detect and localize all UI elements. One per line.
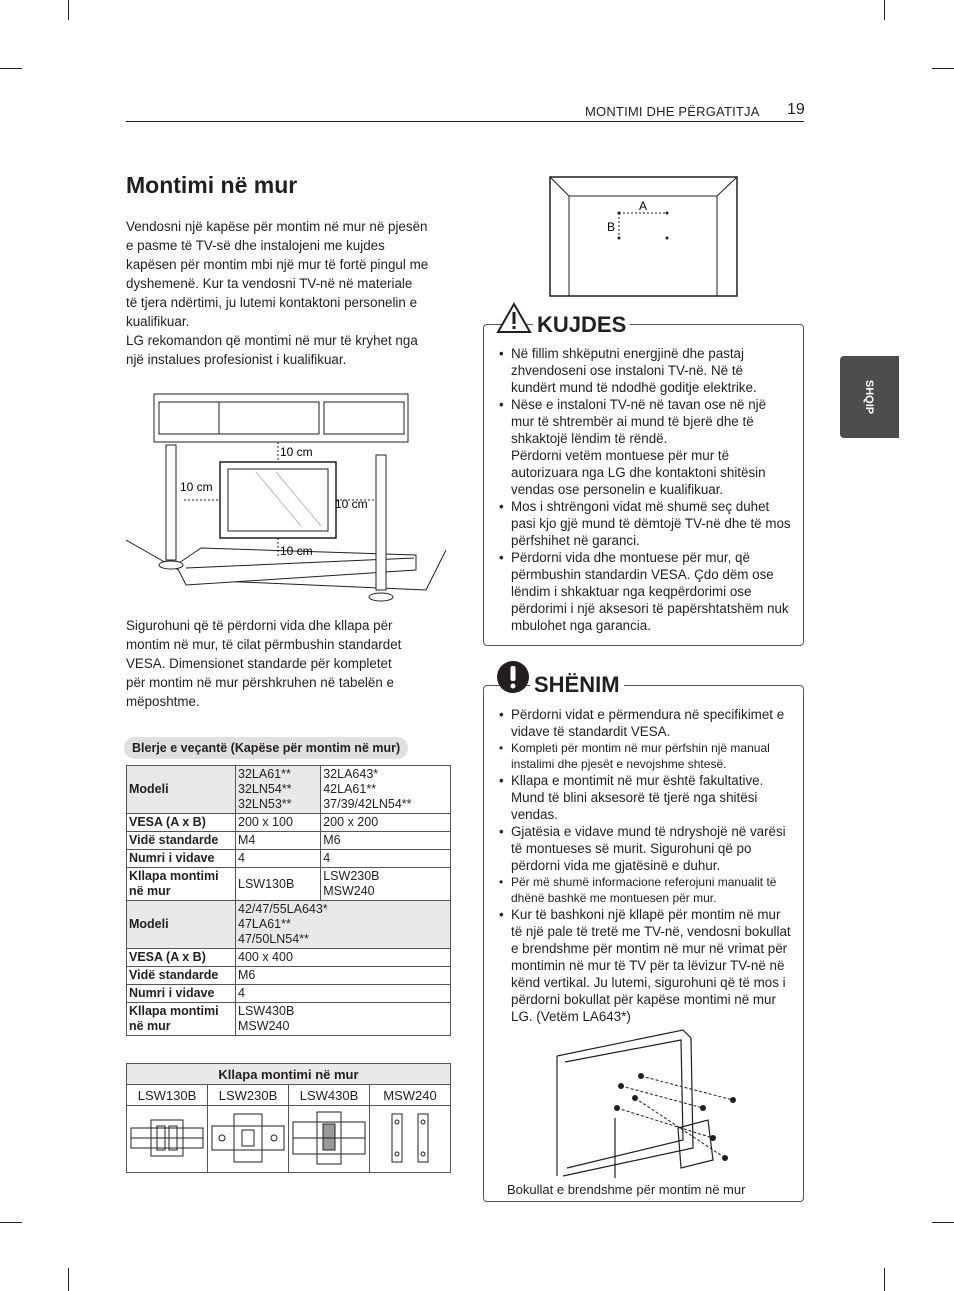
bracket-image-cell	[127, 1106, 208, 1173]
dimension-b-label: B	[607, 220, 616, 234]
bracket-table-title: Kllapa montimi në mur	[127, 1064, 451, 1085]
model-code: 37/39/42LN54**	[323, 797, 412, 811]
row-label: VESA (A x B)	[127, 814, 236, 832]
spacer-caption: Bokullat e brendshme për montim në mur	[507, 1182, 746, 1197]
table-cell: LSW430B MSW240	[236, 1003, 451, 1036]
model-code: 32LA643*	[323, 767, 379, 781]
bracket-name: LSW430B	[289, 1085, 370, 1106]
crop-mark	[0, 68, 22, 69]
intro-line: LG rekomandon që montimi në mur të kryhet nga	[126, 333, 418, 348]
table-cell	[236, 901, 451, 949]
bracket-lsw430b-image	[291, 1110, 367, 1166]
crop-mark	[68, 0, 69, 20]
crop-mark	[932, 68, 954, 69]
intro-line: Vendosni një kapëse për montim në mur në pjesën	[126, 219, 428, 234]
model-code: 32LA61**	[238, 767, 291, 781]
tv-back-diagram	[549, 176, 739, 298]
warning-icon	[496, 302, 532, 334]
bracket-name: MSW240	[370, 1085, 451, 1106]
model-code: 47LA61**	[238, 917, 291, 931]
list-item: • Për më shumë informacione referojuni manualit të dhënë bashkë me montuesen për mur.	[499, 874, 794, 906]
table-row	[127, 985, 451, 1003]
bracket-lsw130b-image	[129, 1110, 205, 1166]
intro-paragraph	[126, 217, 456, 369]
bracket-lsw230b-image	[210, 1110, 286, 1166]
clearance-left-label: 10 cm	[180, 480, 213, 494]
list-item: • Kllapa e montimit në mur është fakultative. Mund të blini aksesorë të tjerë nga shitësi vendas.	[499, 772, 794, 823]
list-item: • Kompleti për montim në mur përfshin një manual instalimi dhe pjesët e nevojshme shtesë.	[499, 740, 794, 772]
table-title: Blerje e veçantë (Kapëse për montim në mur)	[124, 737, 408, 759]
row-label: Vidë standarde	[127, 832, 236, 850]
vesa-paragraph	[126, 616, 456, 711]
vesa-line: mëposhtme.	[126, 694, 200, 709]
row-label: Numri i vidave	[127, 850, 236, 868]
row-label: Numri i vidave	[127, 985, 236, 1003]
table-row	[127, 766, 451, 814]
header-rule	[126, 121, 804, 122]
list-item: • Përdorni vida dhe montuese për mur, që përmbushin standardin VESA. Çdo dëm ose lëndim i shkaktuar nga keqpërdorimi ose përdorimi i një aksesori të papërshtatshëm nuk mbulohet nga garancia.	[499, 549, 791, 634]
list-item: • Në fillim shkëputni energjinë dhe pastaj zhvendoseni ose instaloni TV-në. Në të kundërt mund të ndodhë goditje elektrike.	[499, 345, 791, 396]
table-cell: LSW130B	[236, 868, 321, 901]
language-tab-label: SHQIP	[863, 379, 876, 415]
row-label: Kllapa montimi në mur	[127, 1003, 236, 1036]
table-row	[127, 1106, 451, 1173]
exclamation-icon	[496, 660, 530, 694]
caution-list	[499, 345, 791, 634]
table-row	[127, 850, 451, 868]
table-cell: LSW230B MSW240	[321, 868, 451, 901]
intro-line: të tjera ndërtimi, ju lutemi kontaktoni personelin e	[126, 295, 418, 310]
table-row	[127, 1003, 451, 1036]
model-code: 47/50LN54**	[238, 932, 309, 946]
intro-line: një instalues profesionist i kualifikuar.	[126, 352, 347, 367]
crop-mark	[68, 1268, 69, 1291]
running-header: MONTIMI DHE PËRGATITJA	[585, 104, 760, 119]
table-row	[127, 949, 451, 967]
row-label: VESA (A x B)	[127, 949, 236, 967]
list-item: • Kur të bashkoni një kllapë për montim në mur të një pale të tretë me TV-në, vendosni bokullat e brendshme për montim në mur në vrimat për montimin në mur të TV për ta lëvizur TV-në në kënd vertikal. Ju lutemi, sigurohuni që të mos i përdorni bokullat për kapëse montimi në mur LG. (Vetëm LA643*)	[499, 906, 794, 1025]
table-cell: M4	[236, 832, 321, 850]
table-cell	[236, 766, 321, 814]
table-cell	[321, 766, 451, 814]
crop-mark	[884, 0, 885, 20]
vesa-line: për montim në mur përshkruhen në tabelën e	[126, 675, 394, 690]
table-cell: 4	[321, 850, 451, 868]
intro-line: kualifikuar.	[126, 314, 190, 329]
crop-mark	[0, 1222, 22, 1223]
row-label: Vidë standarde	[127, 967, 236, 985]
table-cell: 200 x 100	[236, 814, 321, 832]
bracket-image-cell	[370, 1106, 451, 1173]
vesa-line: montim në mur, të cilat përmbushin standardet	[126, 637, 402, 652]
row-label: Kllapa montimi në mur	[127, 868, 236, 901]
clearance-diagram	[126, 390, 446, 605]
crop-mark	[932, 1222, 954, 1223]
model-code: 42LA61**	[323, 782, 377, 796]
table-row	[127, 1064, 451, 1085]
model-code: 32LN54**	[238, 782, 292, 796]
table-row	[127, 832, 451, 850]
list-item: • Gjatësia e vidave mund të ndryshojë në varësi të montueses së murit. Sigurohuni që po përdorni vida me gjatësinë e duhur.	[499, 823, 794, 874]
intro-line: dyshemenë. Kur ta vendosni TV-në në materiale	[126, 276, 413, 291]
bracket-name: LSW130B	[127, 1085, 208, 1106]
dimension-a-label: A	[639, 199, 648, 213]
table-row	[127, 1085, 451, 1106]
bracket-table	[126, 1063, 451, 1173]
table-row	[127, 868, 451, 901]
list-item: • Përdorni vidat e përmendura në specifikimet e vidave të standardit VESA.	[499, 706, 794, 740]
bracket-image-cell	[289, 1106, 370, 1173]
table-cell: 4	[236, 985, 451, 1003]
row-label: Modeli	[127, 766, 236, 814]
table-cell: M6	[236, 967, 451, 985]
caution-title: KUJDES	[533, 312, 630, 338]
page-title: Montimi në mur	[126, 172, 298, 198]
language-tab	[840, 356, 899, 438]
crop-mark	[884, 1268, 885, 1291]
table-cell: M6	[321, 832, 451, 850]
bracket-image-cell	[208, 1106, 289, 1173]
vesa-line: Sigurohuni që të përdorni vida dhe kllapa për	[126, 618, 393, 633]
table-cell: 400 x 400	[236, 949, 451, 967]
model-code: 42/47/55LA643*	[238, 902, 328, 916]
spacer-illustration	[553, 1028, 753, 1178]
note-list	[499, 706, 794, 1025]
note-title: SHËNIM	[530, 672, 624, 698]
vesa-line: VESA. Dimensionet standarde për kompletet	[126, 656, 392, 671]
list-item: • Mos i shtrëngoni vidat më shumë seç duhet pasi kjo gjë mund të dëmtojë TV-në dhe të mos përfshihet në garanci.	[499, 498, 791, 549]
table-row	[127, 967, 451, 985]
page-number: 19	[787, 101, 805, 118]
clearance-right-label: 10 cm	[335, 497, 368, 511]
spec-table	[126, 765, 451, 1036]
table-cell: 200 x 200	[321, 814, 451, 832]
intro-line: e pasme të TV-së dhe instalojeni me kujdes	[126, 238, 385, 253]
clearance-top-label: 10 cm	[280, 445, 313, 459]
list-item: • Nëse e instaloni TV-në në tavan ose në një mur të shtrembër ai mund të bjerë dhe të shkaktojë lëndim të rëndë. Përdorni vetëm montuese për mur të autorizuara nga LG dhe kontaktoni shitësin vendas ose personelin e kualifikuar.	[499, 396, 791, 498]
bracket-msw240-image	[372, 1110, 448, 1166]
clearance-bottom-label: 10 cm	[280, 544, 313, 558]
intro-line: kapësen për montim mbi një mur të fortë pingul me	[126, 257, 429, 272]
bracket-name: LSW230B	[208, 1085, 289, 1106]
table-row	[127, 901, 451, 949]
model-code: 32LN53**	[238, 797, 292, 811]
row-label: Modeli	[127, 901, 236, 949]
table-cell: 4	[236, 850, 321, 868]
table-row	[127, 814, 451, 832]
